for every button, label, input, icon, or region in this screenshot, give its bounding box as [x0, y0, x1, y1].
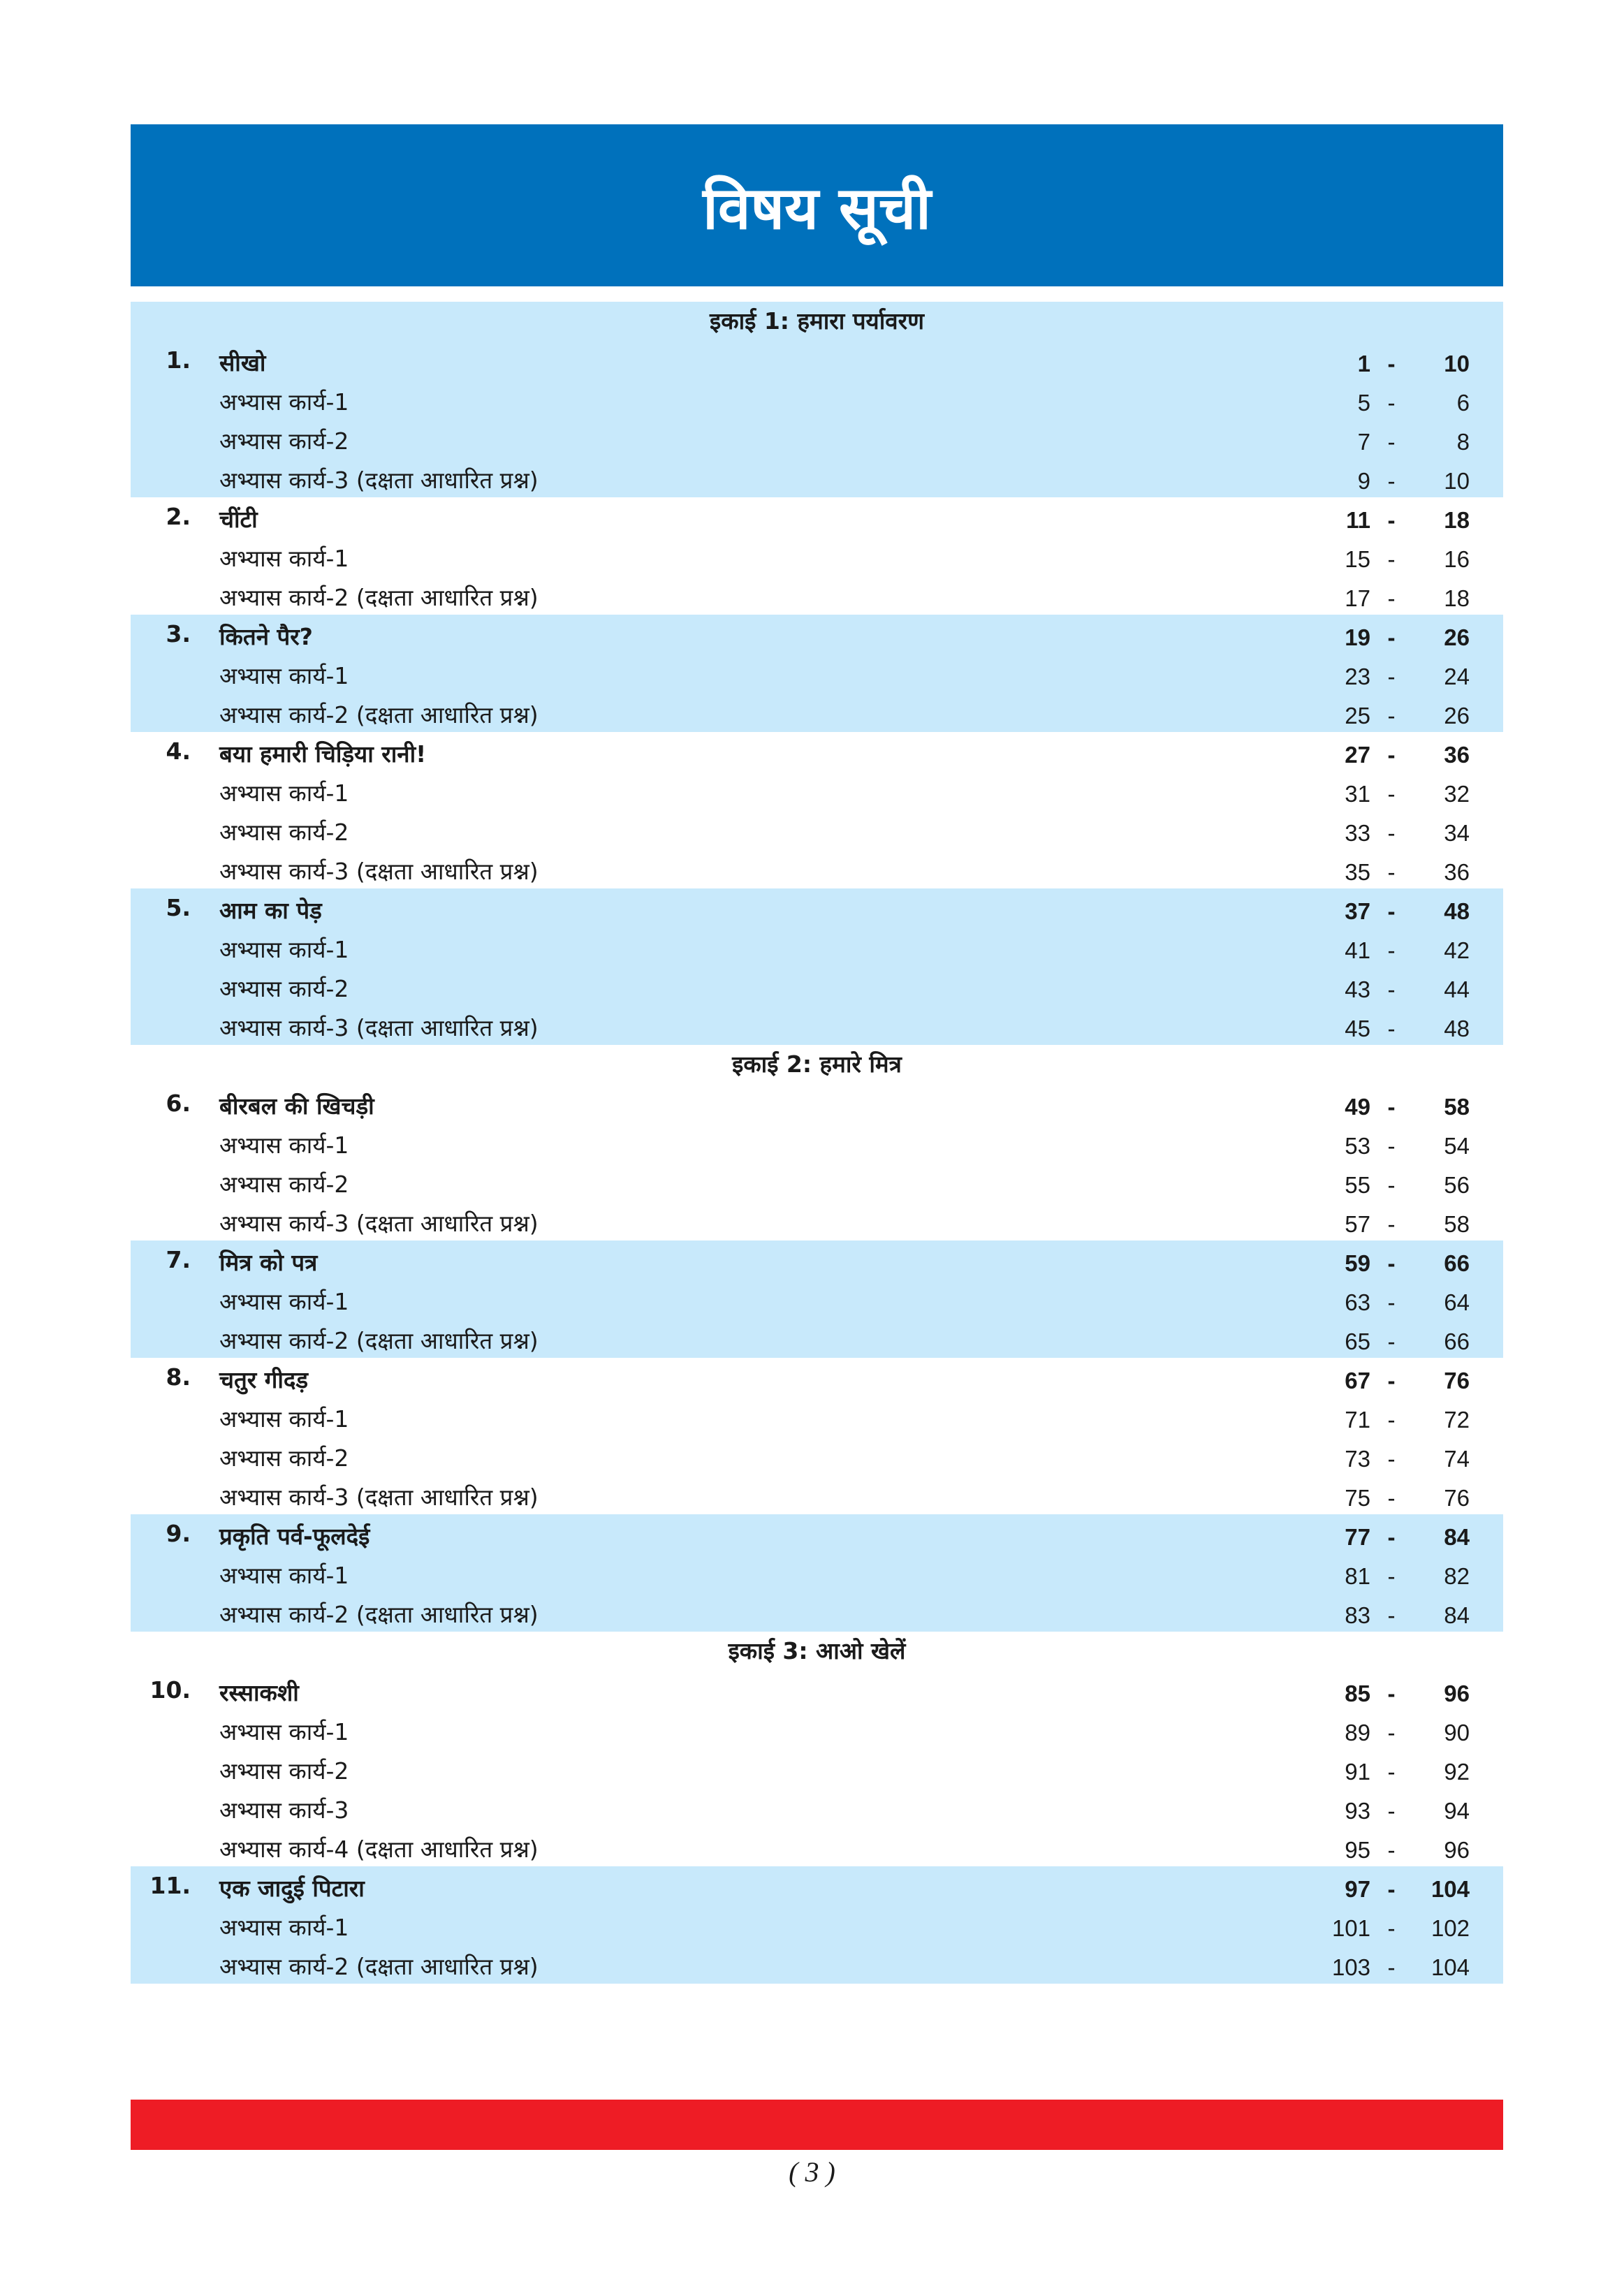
lesson-title: एक जादुई पिटारा	[219, 1875, 365, 1902]
page-to: 42	[1444, 937, 1470, 963]
footer-bar	[131, 2100, 1503, 2150]
page-to: 96	[1444, 1837, 1470, 1863]
page-from: 45	[1345, 1016, 1370, 1041]
page-range	[1315, 859, 1470, 886]
exercise-row	[131, 1593, 1503, 1632]
page-from: 103	[1331, 1954, 1370, 1980]
exercise-label: अभ्यास कार्य-3 (दक्षता आधारित प्रश्न)	[219, 858, 539, 885]
exercise-label: अभ्यास कार्य-1	[219, 1288, 349, 1315]
exercise-label: अभ्यास कार्य-3 (दक्षता आधारित प्रश्न)	[219, 1484, 539, 1511]
lesson-block	[131, 1240, 1503, 1358]
page-from: 17	[1345, 585, 1370, 611]
page-to: 32	[1444, 781, 1470, 807]
exercise-label: अभ्यास कार्य-1	[219, 1562, 349, 1589]
range-dash: -	[1387, 1915, 1396, 1941]
page-to: 10	[1444, 351, 1470, 376]
unit-heading: इकाई 1: हमारा पर्यावरण	[131, 302, 1503, 341]
exercise-row	[131, 693, 1503, 732]
exercise-label: अभ्यास कार्य-1	[219, 545, 349, 572]
range-dash: -	[1387, 1016, 1396, 1041]
page-range	[1315, 1681, 1470, 1707]
page-range	[1315, 1250, 1470, 1277]
lesson-title: बीरबल की खिचड़ी	[219, 1092, 374, 1120]
exercise-row	[131, 1905, 1503, 1945]
range-dash: -	[1387, 546, 1396, 572]
page-range	[1315, 1407, 1470, 1433]
page-range	[1315, 1133, 1470, 1159]
page-range	[1315, 507, 1470, 534]
lesson-number: 5.	[166, 894, 191, 921]
lesson-row	[131, 1671, 1503, 1710]
page-from: 63	[1345, 1289, 1370, 1315]
lesson-block	[131, 888, 1503, 1045]
exercise-row	[131, 1280, 1503, 1319]
page-range	[1315, 703, 1470, 729]
exercise-label: अभ्यास कार्य-1	[219, 1718, 349, 1745]
lesson-number: 3.	[166, 620, 191, 647]
page-range	[1315, 820, 1470, 847]
exercise-row	[131, 1827, 1503, 1866]
exercise-label: अभ्यास कार्य-4 (दक्षता आधारित प्रश्न)	[219, 1836, 539, 1863]
lesson-number: 10.	[149, 1676, 191, 1704]
exercise-row	[131, 967, 1503, 1006]
page-to: 6	[1456, 390, 1470, 416]
range-dash: -	[1387, 664, 1396, 689]
exercise-label: अभ्यास कार्य-1	[219, 1914, 349, 1941]
page-range	[1315, 1759, 1470, 1785]
range-dash: -	[1387, 585, 1396, 611]
lesson-title: सीखो	[219, 349, 266, 376]
range-dash: -	[1387, 1602, 1396, 1628]
exercise-row	[131, 810, 1503, 849]
page-to: 92	[1444, 1759, 1470, 1785]
page-from: 7	[1357, 429, 1370, 455]
range-dash: -	[1387, 1250, 1396, 1276]
page-range	[1315, 390, 1470, 416]
page-range	[1315, 585, 1470, 612]
page-range	[1315, 781, 1470, 807]
page-from: 97	[1345, 1876, 1370, 1902]
page-from: 89	[1345, 1720, 1370, 1745]
range-dash: -	[1387, 1954, 1396, 1980]
exercise-row	[131, 536, 1503, 576]
exercise-row	[131, 576, 1503, 615]
table-of-contents	[131, 302, 1503, 1984]
page-from: 41	[1345, 937, 1370, 963]
page-number: ( 3 )	[789, 2156, 835, 2188]
range-dash: -	[1387, 1211, 1396, 1237]
page-to: 64	[1444, 1289, 1470, 1315]
lesson-number: 4.	[166, 738, 191, 765]
range-dash: -	[1387, 351, 1396, 376]
range-dash: -	[1387, 859, 1396, 885]
page-to: 66	[1444, 1328, 1470, 1354]
page-from: 53	[1345, 1133, 1370, 1159]
lesson-row	[131, 341, 1503, 380]
exercise-label: अभ्यास कार्य-1	[219, 388, 349, 416]
page-range	[1315, 1446, 1470, 1472]
page-to: 26	[1444, 624, 1470, 650]
lesson-title: मित्र को पत्र	[219, 1249, 318, 1276]
lesson-row	[131, 1514, 1503, 1553]
page-from: 75	[1345, 1485, 1370, 1511]
range-dash: -	[1387, 1133, 1396, 1159]
page-from: 49	[1345, 1094, 1370, 1120]
page-range	[1315, 1368, 1470, 1394]
exercise-row	[131, 928, 1503, 967]
exercise-label: अभ्यास कार्य-2	[219, 1444, 349, 1472]
range-dash: -	[1387, 429, 1396, 455]
lesson-number: 7.	[166, 1246, 191, 1273]
lesson-block	[131, 1671, 1503, 1866]
range-dash: -	[1387, 1172, 1396, 1198]
page-range	[1315, 1016, 1470, 1042]
range-dash: -	[1387, 1681, 1396, 1706]
page-from: 95	[1345, 1837, 1370, 1863]
page-to: 56	[1444, 1172, 1470, 1198]
exercise-row	[131, 849, 1503, 888]
page-range	[1315, 624, 1470, 651]
page-from: 85	[1345, 1681, 1370, 1706]
page-range	[1315, 937, 1470, 964]
page-from: 77	[1345, 1524, 1370, 1550]
range-dash: -	[1387, 1368, 1396, 1393]
lesson-title: प्रकृति पर्व-फूलदेई	[219, 1523, 370, 1550]
exercise-row	[131, 1201, 1503, 1240]
range-dash: -	[1387, 820, 1396, 846]
page-from: 19	[1345, 624, 1370, 650]
exercise-label: अभ्यास कार्य-1	[219, 662, 349, 689]
lesson-number: 1.	[166, 346, 191, 374]
range-dash: -	[1387, 1720, 1396, 1745]
lesson-row	[131, 615, 1503, 654]
exercise-label: अभ्यास कार्य-3 (दक्षता आधारित प्रश्न)	[219, 1014, 539, 1041]
exercise-label: अभ्यास कार्य-2	[219, 1757, 349, 1785]
range-dash: -	[1387, 1876, 1396, 1902]
page-range	[1315, 1563, 1470, 1590]
range-dash: -	[1387, 1798, 1396, 1824]
page-to: 94	[1444, 1798, 1470, 1824]
exercise-row	[131, 1006, 1503, 1045]
lesson-block	[131, 1514, 1503, 1632]
unit-heading: इकाई 2: हमारे मित्र	[732, 1051, 902, 1078]
lesson-row	[131, 732, 1503, 771]
exercise-row	[131, 419, 1503, 458]
exercise-row	[131, 654, 1503, 693]
range-dash: -	[1387, 507, 1396, 533]
lesson-title: आम का पेड़	[219, 897, 322, 924]
page-to: 66	[1444, 1250, 1470, 1276]
page-to: 48	[1444, 898, 1470, 924]
page-to: 36	[1444, 742, 1470, 768]
exercise-row	[131, 1397, 1503, 1436]
page-range	[1315, 976, 1470, 1003]
page-from: 93	[1345, 1798, 1370, 1824]
page-to: 34	[1444, 820, 1470, 846]
exercise-label: अभ्यास कार्य-1	[219, 779, 349, 807]
page-to: 58	[1444, 1094, 1470, 1120]
exercise-label: अभ्यास कार्य-2 (दक्षता आधारित प्रश्न)	[219, 1327, 539, 1354]
exercise-label: अभ्यास कार्य-3	[219, 1796, 349, 1824]
exercise-row	[131, 771, 1503, 810]
page-from: 11	[1346, 507, 1370, 533]
lesson-row	[131, 888, 1503, 928]
page-from: 15	[1345, 546, 1370, 572]
page-to: 74	[1444, 1446, 1470, 1472]
title-band	[131, 124, 1503, 286]
page-from: 9	[1357, 468, 1370, 494]
page-range	[1315, 1798, 1470, 1824]
page-to: 84	[1444, 1524, 1470, 1550]
exercise-label: अभ्यास कार्य-2 (दक्षता आधारित प्रश्न)	[219, 1601, 539, 1628]
page-from: 81	[1345, 1563, 1370, 1589]
exercise-row	[131, 1123, 1503, 1162]
range-dash: -	[1387, 1563, 1396, 1589]
page-to: 10	[1444, 468, 1470, 494]
page-to: 24	[1444, 664, 1470, 689]
range-dash: -	[1387, 742, 1396, 768]
exercise-label: अभ्यास कार्य-2 (दक्षता आधारित प्रश्न)	[219, 584, 539, 611]
page-from: 59	[1345, 1250, 1370, 1276]
range-dash: -	[1387, 1446, 1396, 1472]
lesson-title: कितने पैर?	[219, 623, 313, 650]
page-range	[1315, 1172, 1470, 1199]
page-to: 84	[1444, 1602, 1470, 1628]
lesson-block	[131, 341, 1503, 497]
page-to: 72	[1444, 1407, 1470, 1433]
page-to: 96	[1444, 1681, 1470, 1706]
exercise-label: अभ्यास कार्य-2	[219, 819, 349, 846]
lesson-title: चतुर गीदड़	[219, 1366, 309, 1393]
lesson-number: 11.	[149, 1872, 191, 1899]
lesson-block	[131, 1866, 1503, 1984]
lesson-row	[131, 1084, 1503, 1123]
exercise-row	[131, 1162, 1503, 1201]
page-from: 91	[1345, 1759, 1370, 1785]
page-to: 76	[1444, 1368, 1470, 1393]
lesson-block	[131, 615, 1503, 732]
page-from: 83	[1345, 1602, 1370, 1628]
range-dash: -	[1387, 976, 1396, 1002]
page-from: 23	[1345, 664, 1370, 689]
page-to: 102	[1431, 1915, 1470, 1941]
page-to: 90	[1444, 1720, 1470, 1745]
page-from: 1	[1357, 351, 1370, 376]
range-dash: -	[1387, 937, 1396, 963]
page-from: 27	[1345, 742, 1370, 768]
exercise-row	[131, 1945, 1503, 1984]
lesson-row	[131, 1866, 1503, 1905]
page-range	[1315, 1485, 1470, 1511]
range-dash: -	[1387, 1485, 1396, 1511]
exercise-label: अभ्यास कार्य-3 (दक्षता आधारित प्रश्न)	[219, 467, 539, 494]
page-range	[1315, 429, 1470, 455]
page-range	[1315, 1720, 1470, 1746]
exercise-label: अभ्यास कार्य-2	[219, 427, 349, 455]
exercise-row	[131, 1710, 1503, 1749]
range-dash: -	[1387, 1094, 1396, 1120]
exercise-row	[131, 1788, 1503, 1827]
page-to: 18	[1444, 507, 1470, 533]
page-range	[1315, 468, 1470, 495]
page-range	[1315, 1524, 1470, 1551]
exercise-row	[131, 1553, 1503, 1593]
page-from: 71	[1345, 1407, 1370, 1433]
exercise-label: अभ्यास कार्य-1	[219, 1132, 349, 1159]
range-dash: -	[1387, 1837, 1396, 1863]
lesson-block	[131, 1084, 1503, 1240]
lesson-title: बया हमारी चिड़िया रानी!	[219, 740, 427, 768]
page-from: 73	[1345, 1446, 1370, 1472]
exercise-label: अभ्यास कार्य-2 (दक्षता आधारित प्रश्न)	[219, 701, 539, 729]
page-from: 55	[1345, 1172, 1370, 1198]
page-range	[1315, 1954, 1470, 1981]
page-to: 8	[1456, 429, 1470, 455]
lesson-title: रस्साकशी	[219, 1679, 299, 1706]
exercise-label: अभ्यास कार्य-3 (दक्षता आधारित प्रश्न)	[219, 1210, 539, 1237]
page-range	[1315, 1602, 1470, 1629]
page-from: 67	[1345, 1368, 1370, 1393]
page-from: 25	[1345, 703, 1370, 729]
page-range	[1315, 742, 1470, 768]
range-dash: -	[1387, 1328, 1396, 1354]
range-dash: -	[1387, 898, 1396, 924]
exercise-label: अभ्यास कार्य-2 (दक्षता आधारित प्रश्न)	[219, 1953, 539, 1980]
page-range	[1315, 1211, 1470, 1238]
lesson-number: 2.	[166, 503, 191, 530]
page-to: 76	[1444, 1485, 1470, 1511]
page-from: 33	[1345, 820, 1370, 846]
range-dash: -	[1387, 468, 1396, 494]
page-range	[1315, 1289, 1470, 1316]
page-from: 5	[1357, 390, 1370, 416]
page-to: 104	[1431, 1954, 1470, 1980]
range-dash: -	[1387, 624, 1396, 650]
page-from: 43	[1345, 976, 1370, 1002]
page-to: 58	[1444, 1211, 1470, 1237]
page-to: 54	[1444, 1133, 1470, 1159]
page-to: 44	[1444, 976, 1470, 1002]
lesson-number: 9.	[166, 1520, 191, 1547]
exercise-row	[131, 1319, 1503, 1358]
page-from: 65	[1345, 1328, 1370, 1354]
range-dash: -	[1387, 1759, 1396, 1785]
page-range	[1315, 898, 1470, 925]
page-title: विषय सूची	[703, 173, 931, 242]
range-dash: -	[1387, 1524, 1396, 1550]
lesson-block	[131, 732, 1503, 888]
lesson-block	[131, 1358, 1503, 1514]
exercise-label: अभ्यास कार्य-1	[219, 936, 349, 963]
page-range	[1315, 1915, 1470, 1942]
page-from: 101	[1331, 1915, 1370, 1941]
exercise-label: अभ्यास कार्य-2	[219, 1171, 349, 1198]
page-from: 35	[1345, 859, 1370, 885]
range-dash: -	[1387, 703, 1396, 729]
exercise-row	[131, 1749, 1503, 1788]
lesson-title: चींटी	[219, 506, 258, 533]
page-range	[1315, 1876, 1470, 1903]
exercise-label: अभ्यास कार्य-1	[219, 1405, 349, 1433]
exercise-row	[131, 1436, 1503, 1475]
range-dash: -	[1387, 781, 1396, 807]
lesson-number: 8.	[166, 1363, 191, 1391]
page-from: 57	[1345, 1211, 1370, 1237]
lesson-row	[131, 497, 1503, 536]
page-to: 18	[1444, 585, 1470, 611]
page-to: 104	[1431, 1876, 1470, 1902]
page-from: 37	[1345, 898, 1370, 924]
page-range	[1315, 1094, 1470, 1120]
page-to: 26	[1444, 703, 1470, 729]
lesson-row	[131, 1358, 1503, 1397]
page-range	[1315, 664, 1470, 690]
page-range	[1315, 1837, 1470, 1864]
page-to: 36	[1444, 859, 1470, 885]
page-to: 82	[1444, 1563, 1470, 1589]
page-from: 31	[1345, 781, 1370, 807]
range-dash: -	[1387, 1407, 1396, 1433]
page-to: 48	[1444, 1016, 1470, 1041]
exercise-label: अभ्यास कार्य-2	[219, 975, 349, 1002]
lesson-block	[131, 497, 1503, 615]
exercise-row	[131, 1475, 1503, 1514]
range-dash: -	[1387, 390, 1396, 416]
page-to: 16	[1444, 546, 1470, 572]
lesson-row	[131, 1240, 1503, 1280]
exercise-row	[131, 458, 1503, 497]
exercise-row	[131, 380, 1503, 419]
page-range	[1315, 351, 1470, 377]
lesson-number: 6.	[166, 1090, 191, 1117]
page-range	[1315, 1328, 1470, 1355]
page-range	[1315, 546, 1470, 573]
unit-heading: इकाई 3: आओ खेलें	[728, 1637, 906, 1664]
range-dash: -	[1387, 1289, 1396, 1315]
